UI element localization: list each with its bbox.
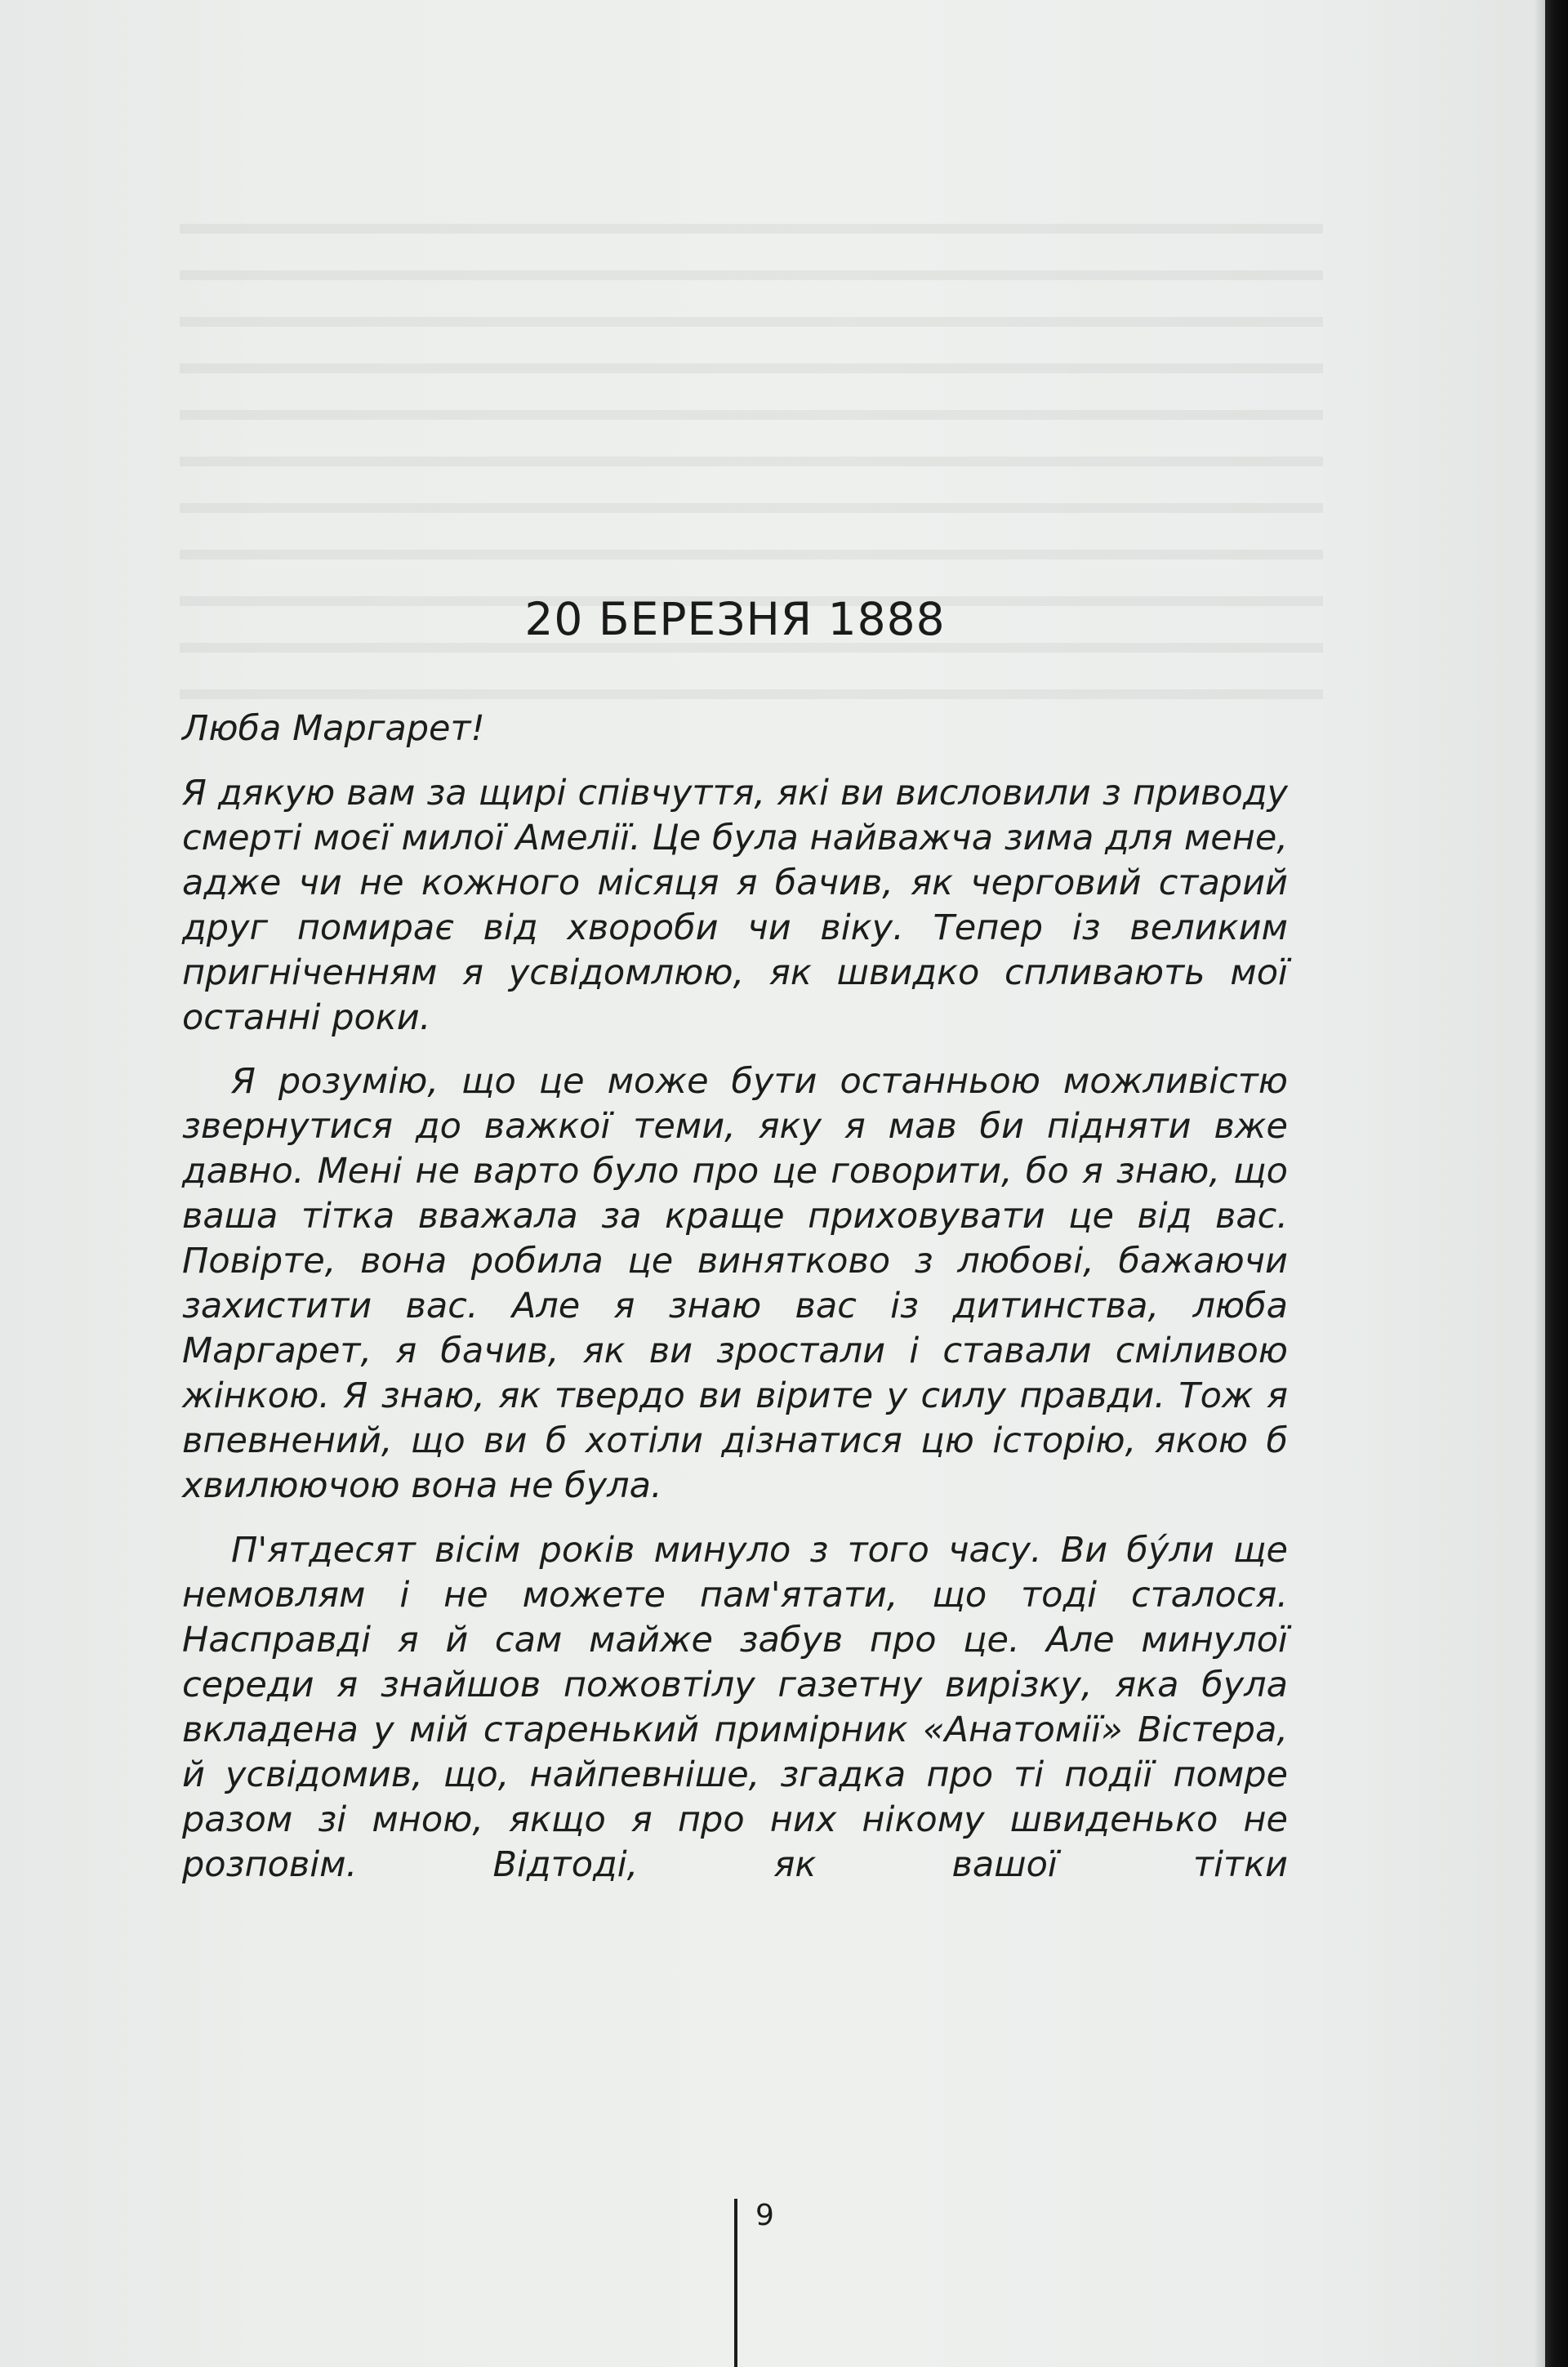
letter-greeting: Люба Маргарет!	[182, 708, 485, 749]
letter-date-heading: 20 БЕРЕЗНЯ 1888	[524, 593, 946, 645]
letter-paragraph: П'ятдесят вісім років минуло з того часу. Ви бу́ли ще немовлям і не можете пам'ятати, що тоді сталося. Насправді я й сам майже забув про це. Але минулої середи я знайшов пожовтілу газетну вирізку, яка була вкладена у мій старенький примірник «Анатомії» Вістера, й усвідомив, що, найпевніше, згадка про ті події помре разом зі мною, якщо я про них нікому швиденько не розповім. Відтоді, як вашої тітки	[182, 1529, 1288, 1885]
page-number-rule	[734, 2199, 737, 2367]
letter-body	[182, 707, 1288, 1906]
letter-paragraph: Я розумію, що це може бути останньою можливістю звернутися до важкої теми, яку я мав би підняти вже давно. Мені не варто було про це говорити, бо я знаю, що ваша тітка вважала за краще приховувати це від вас. Повірте, вона робила це винятково з любові, бажаючи захистити вас. Але я знаю вас із дитинства, люба Маргарет, я бачив, як ви зростали і ставали сміливою жінкою. Я знаю, як твердо ви вірите у силу правди. Тож я впевнений, що ви б хотіли дізнатися цю історію, якою б хвилюючою вона не була.	[182, 1061, 1288, 1507]
letter-paragraph: Я дякую вам за щирі співчуття, які ви висловили з приводу смерті моєї милої Амелії. Це була найважча зима для мене, адже чи не кожного місяця я бачив, як черговий старий друг помирає від хвороби чи віку. Тепер із великим пригніченням я усвідомлюю, як швидко спливають мої останні роки.	[182, 772, 1288, 1038]
page-number: 9	[755, 2199, 774, 2232]
page-shadow	[1534, 0, 1545, 2367]
book-edge	[1545, 0, 1568, 2367]
